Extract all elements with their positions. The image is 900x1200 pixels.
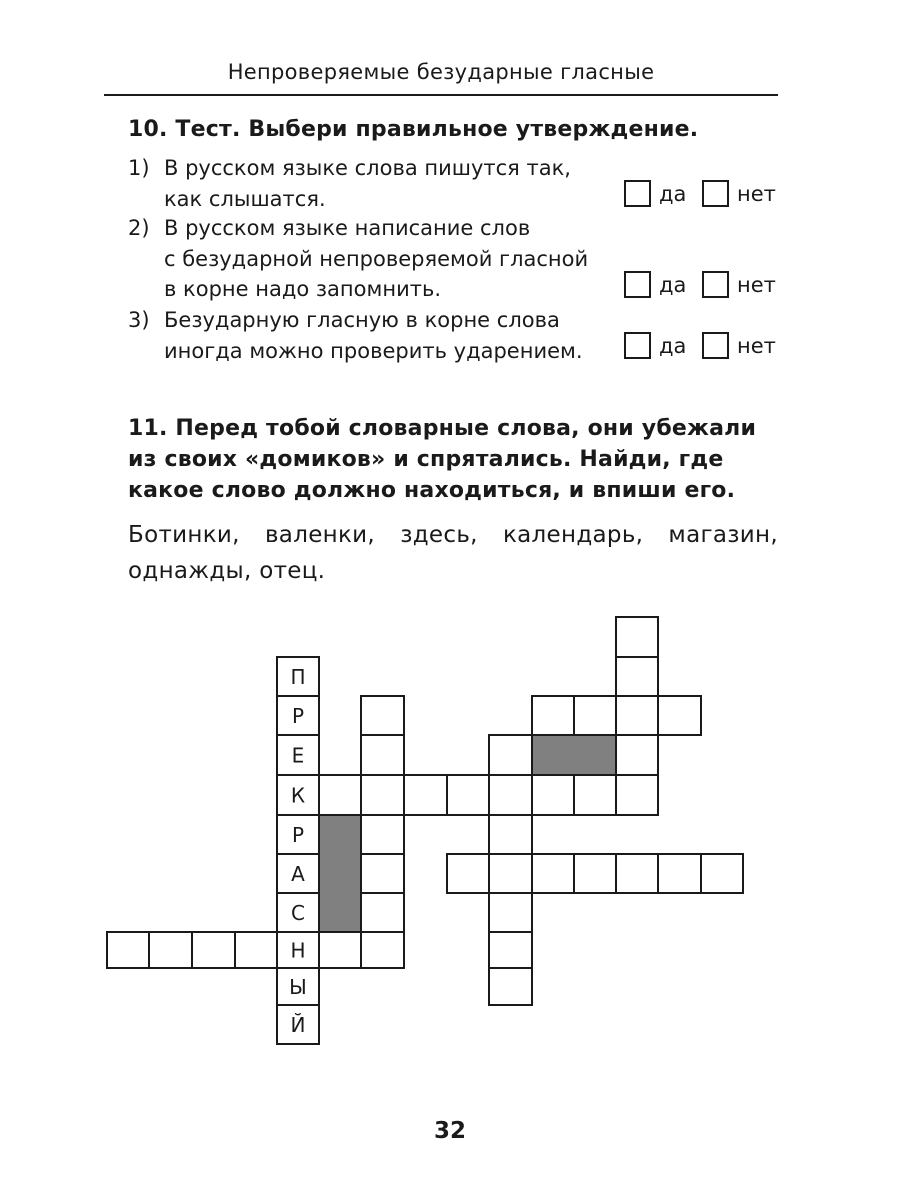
statement-1-number: 1) [128,156,150,180]
crossword-cell[interactable] [361,696,404,735]
crossword-letter: Е [291,743,305,768]
crossword-cell[interactable] [701,854,743,893]
crossword-cell[interactable] [361,775,404,815]
statement-1-line-1: В русском языке слова пишутся так, [164,156,571,180]
crossword-letter: Р [291,823,305,847]
crossword-letter: К [290,783,306,808]
crossword-cell[interactable] [361,893,404,932]
crossword-cell[interactable] [616,696,658,735]
crossword-letter: Й [290,1013,306,1037]
crossword-letter: Ы [289,975,307,999]
crossword-cell[interactable] [574,854,616,893]
crossword-cell[interactable] [489,815,532,854]
answer-3-yes-label: да [659,334,687,358]
crossword-cell[interactable] [489,775,532,815]
crossword-cell[interactable] [235,932,277,968]
answer-1-no-label: нет [737,182,776,206]
crossword-cell[interactable] [489,854,532,893]
task-11-title: 11. Перед тобой словарные слова, они убежали из своих «домиков» и спрятались. Найди, где какое слово должно находиться, и впиши его. [128,416,757,503]
crossword-cell[interactable] [658,696,701,735]
crossword-letter: С [291,901,305,925]
page-number: 32 [433,1118,466,1144]
answer-3-no-label: нет [737,334,776,358]
crossword-cell[interactable] [574,696,616,735]
statement-1-line-2: как слышатся. [164,186,326,211]
page-header-title: Непроверяемые безударные гласные [227,60,655,84]
crossword-cell[interactable] [319,932,361,968]
crossword-cell[interactable] [361,815,404,854]
crossword-cell[interactable] [616,735,658,775]
statement-2-line-3: в корне надо запомнить. [164,277,441,301]
statement-2-line-1: В русском языке написание слов [164,216,531,240]
crossword-cell[interactable] [361,735,404,775]
answer-2-no-label: нет [737,273,776,297]
crossword-cell[interactable] [616,617,658,657]
crossword-letter: А [291,862,305,886]
crossword-cell[interactable] [532,775,574,815]
shaded-block-horizontal [533,736,615,774]
crossword-letter: Р [291,704,305,728]
statement-3-line-2: иногда можно проверить ударением. [164,338,583,363]
crossword-letter: Н [290,938,306,963]
crossword-cell[interactable] [319,775,361,815]
crossword-cell[interactable] [447,775,489,815]
crossword-cell[interactable] [616,854,658,893]
crossword-cell[interactable] [404,775,447,815]
answer-2-yes-label: да [659,273,687,297]
crossword-cell[interactable] [192,932,235,968]
crossword-cell[interactable] [447,854,489,893]
shaded-block-vertical [320,816,360,931]
statement-3-number: 3) [128,308,150,332]
dictionary-word-list: Ботинки, валенки, здесь, календарь, магазин, однажды, отец. [128,522,778,584]
crossword-cell[interactable] [574,775,616,815]
crossword-cell[interactable] [532,696,574,735]
statement-2-number: 2) [128,216,150,240]
crossword-cell[interactable] [489,968,532,1005]
crossword-cell[interactable] [489,932,532,968]
crossword-cell[interactable] [489,735,532,775]
crossword-letter: П [290,665,306,689]
crossword-cell[interactable] [532,854,574,893]
statement-2-line-2: с безударной непроверяемой гласной [164,246,589,271]
crossword-cell[interactable] [616,775,658,815]
crossword-cell[interactable] [489,893,532,932]
crossword-cell[interactable] [107,932,149,968]
crossword-cell[interactable] [616,657,658,696]
crossword-cell[interactable] [149,932,192,968]
crossword-cell[interactable] [361,932,404,968]
crossword-cell[interactable] [361,854,404,893]
task-10-title: 10. Тест. Выбери правильное утверждение. [128,117,699,142]
crossword-cell[interactable] [658,854,701,893]
answer-1-yes-label: да [659,182,687,206]
statement-3-line-1: Безударную гласную в корне слова [164,308,560,332]
